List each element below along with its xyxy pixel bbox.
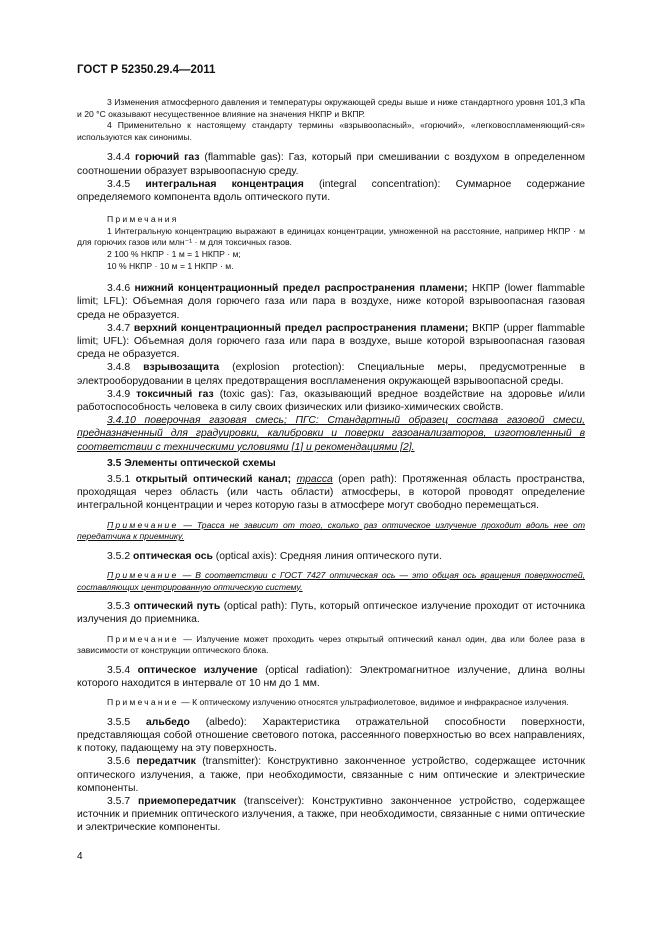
term-3-5-4 — [77, 664, 585, 690]
term-3-4-4 — [77, 151, 585, 177]
term-definition: (transmitter): Конструктивно законченное устройство, содержащее источник оптического излучения, а также, при необходимости, связанные с ним оптические и электрические компоненты. — [77, 756, 585, 794]
note-3-5-4 — [77, 697, 585, 709]
term-definition: (optical radiation): Электромагнитное излучение, длина волны которого находится в интервале от 10 нм до 1 мм. — [77, 664, 585, 689]
note-345-3: 10 % НКПР · 10 м = 1 НКПР · м. — [107, 260, 234, 271]
page-number: 4 — [77, 851, 83, 862]
note-text: — К оптическому излучению относятся ультрафиолетовое, видимое и инфракрасное излучения. — [178, 697, 569, 708]
term-number: 3.4.9 — [107, 388, 131, 400]
note-3-5-3 — [77, 634, 585, 657]
term-number: 3.5.3 — [107, 601, 131, 613]
term-definition: (explosion protection): Специальные меры, предусмотренные в электрооборудовании в целях предотвращения воспламенения окружающей взрывоопасной среды. — [77, 362, 585, 387]
term-name: горючий газ — [135, 152, 200, 164]
term-name: верхний концентрационный предел распространения пламени; — [133, 322, 469, 334]
term-number: 3.4.8 — [107, 362, 131, 374]
term-name: альбедо — [145, 716, 190, 728]
term-name: оптический путь — [133, 601, 221, 613]
term-3-5-7 — [77, 795, 585, 835]
document-header: ГОСТ Р 52350.29.4—2011 — [77, 64, 216, 76]
term-definition: (albedo): Характеристика отражательной способности поверхности, представляющая собой отношение светового потока, рассеянного поверхностью во всех направлениях, к потоку, падающему на эту поверхность. — [77, 716, 585, 755]
term-number: 3.5.7 — [107, 796, 131, 807]
term-definition: (integral concentration): Суммарное содержание определяемого компонента вдоль оптического пути. — [77, 178, 585, 203]
term-name: оптическая ось — [133, 550, 213, 562]
notes-heading: Примечания — [107, 214, 179, 225]
term-definition: НКПР (lower flammable limit; LFL): Объемная доля горючего газа или пара в воздухе, ниже которой взрывоопасная газовая среда не образуется. — [77, 283, 585, 321]
term-name: нижний концентрационный предел распространения пламени; — [134, 283, 468, 295]
term-name: интегральная концентрация — [145, 178, 304, 190]
note-text: — Излучение может проходить через открытый оптический канал один, два или более раза в зависимости от конструкции оптического блока. — [77, 633, 585, 656]
term-name: токсичный газ — [136, 388, 214, 400]
term-number: 3.4.7 — [107, 322, 131, 334]
term-name: приемопередатчик — [138, 796, 236, 807]
term-number: 3.5.5 — [107, 716, 131, 728]
term-3-4-5 — [77, 178, 585, 204]
term-3-4-9 — [77, 388, 585, 414]
term-3-4-10: 3.4.10 поверочная газовая смесь; ПГС: Стандартный образец состава газовой смеси, предназначенный для градуировки, калибровки и поверки газоанализаторов, изготовленный в соответствии с техническими условиями [1] и рекомендациями [2]. — [77, 415, 585, 453]
term-3-5-6 — [77, 755, 585, 795]
term-name: взрывозащита — [143, 362, 220, 374]
term-3-4-6 — [77, 282, 585, 322]
note-text: — В соответствии с ГОСТ 7427 оптическая ось — это общая ось вращения поверхностей, составляющих центрированную оптическую систему. — [77, 570, 585, 592]
term-definition: (toxic gas): Газ, оказывающий вредное воздействие на здоровье и/или работоспособность человека в силу своих физических или физико-химических свойств. — [77, 388, 585, 413]
note-label: Примечание — [107, 633, 179, 644]
page-content — [77, 97, 585, 835]
term-number: 3.5.6 — [107, 756, 131, 768]
term-definition: (flammable gas): Газ, который при смешивании с воздухом в определенном соотношении образует взрывоопасную среду. — [77, 152, 585, 177]
term-3-5-3 — [77, 600, 585, 626]
term-name: оптическое излучение — [137, 664, 258, 676]
section-3-5-title: 3.5 Элементы оптической схемы — [107, 457, 276, 469]
note-label: Примечание — [107, 697, 179, 708]
note-text: — Трасса не зависит от того, сколько раз оптическое излучение проходит вдоль нее от передатчика к приемнику. — [77, 519, 585, 542]
term-name: открытый оптический канал; — [135, 474, 292, 485]
note-label: Примечание — [107, 519, 179, 530]
term-number: 3.5.4 — [107, 664, 131, 676]
term-3-5-2 — [77, 550, 585, 563]
term-number: 3.4.4 — [107, 152, 131, 164]
term-3-5-5 — [77, 716, 585, 756]
note-345-1: 1 Интегральную концентрацию выражают в единицах концентрации, умноженной на расстояние, например НКПР · м для горючих газов или млн⁻¹ · м для токсичных газов. — [77, 225, 585, 248]
note-label: Примечание — [107, 570, 179, 580]
term-number: 3.5.1 — [107, 474, 131, 485]
term-definition: (optical path): Путь, который оптическое излучение проходит от источника излучения до приемника. — [77, 601, 586, 626]
term-definition: ВКПР (upper flammable limit; UFL): Объемная доля горючего газа или пара в воздухе, выше которой взрывоопасная газовая среда не образуется. — [77, 322, 585, 361]
note-3: 3 Изменения атмосферного давления и температуры окружающей среды выше и ниже стандартного уровня 101,3 кПа и 20 °С оказывают несущественное влияние на значения НКПР и ВКПР. — [77, 97, 585, 119]
term-name: передатчик — [136, 756, 196, 768]
term-number: 3.4.5 — [107, 178, 131, 190]
note-3-5-2 — [77, 570, 585, 593]
term-number: 3.4.6 — [107, 283, 131, 295]
term-synonym: трасса — [296, 474, 333, 485]
term-3-5-1 — [77, 473, 585, 513]
note-345-2: 2 100 % НКПР · 1 м = 1 НКПР · м; — [107, 248, 241, 259]
term-3-4-7 — [77, 322, 585, 362]
term-definition: (transceiver): Конструктивно законченное устройство, содержащее источник и приемник оптического излучения, а также, при необходимости, связанные с ними оптические и электрические компоненты. — [77, 796, 585, 834]
note-3-5-1 — [77, 520, 585, 543]
term-3-4-8 — [77, 361, 585, 387]
term-definition: (open path): Протяженная область пространства, проходящая через область (или часть области) атмосферы, в которой проводят определение интегральной концентрации и через которую газы в атмосфере могут свободно перемещаться. — [77, 474, 586, 512]
term-definition: (optical axis): Средняя линия оптического пути. — [212, 550, 442, 562]
note-4: 4 Применительно к настоящему стандарту термины «взрывоопасный», «горючий», «легковоспламеняющий-ся» используются как синонимы. — [77, 120, 585, 142]
term-number: 3.5.2 — [107, 550, 131, 562]
